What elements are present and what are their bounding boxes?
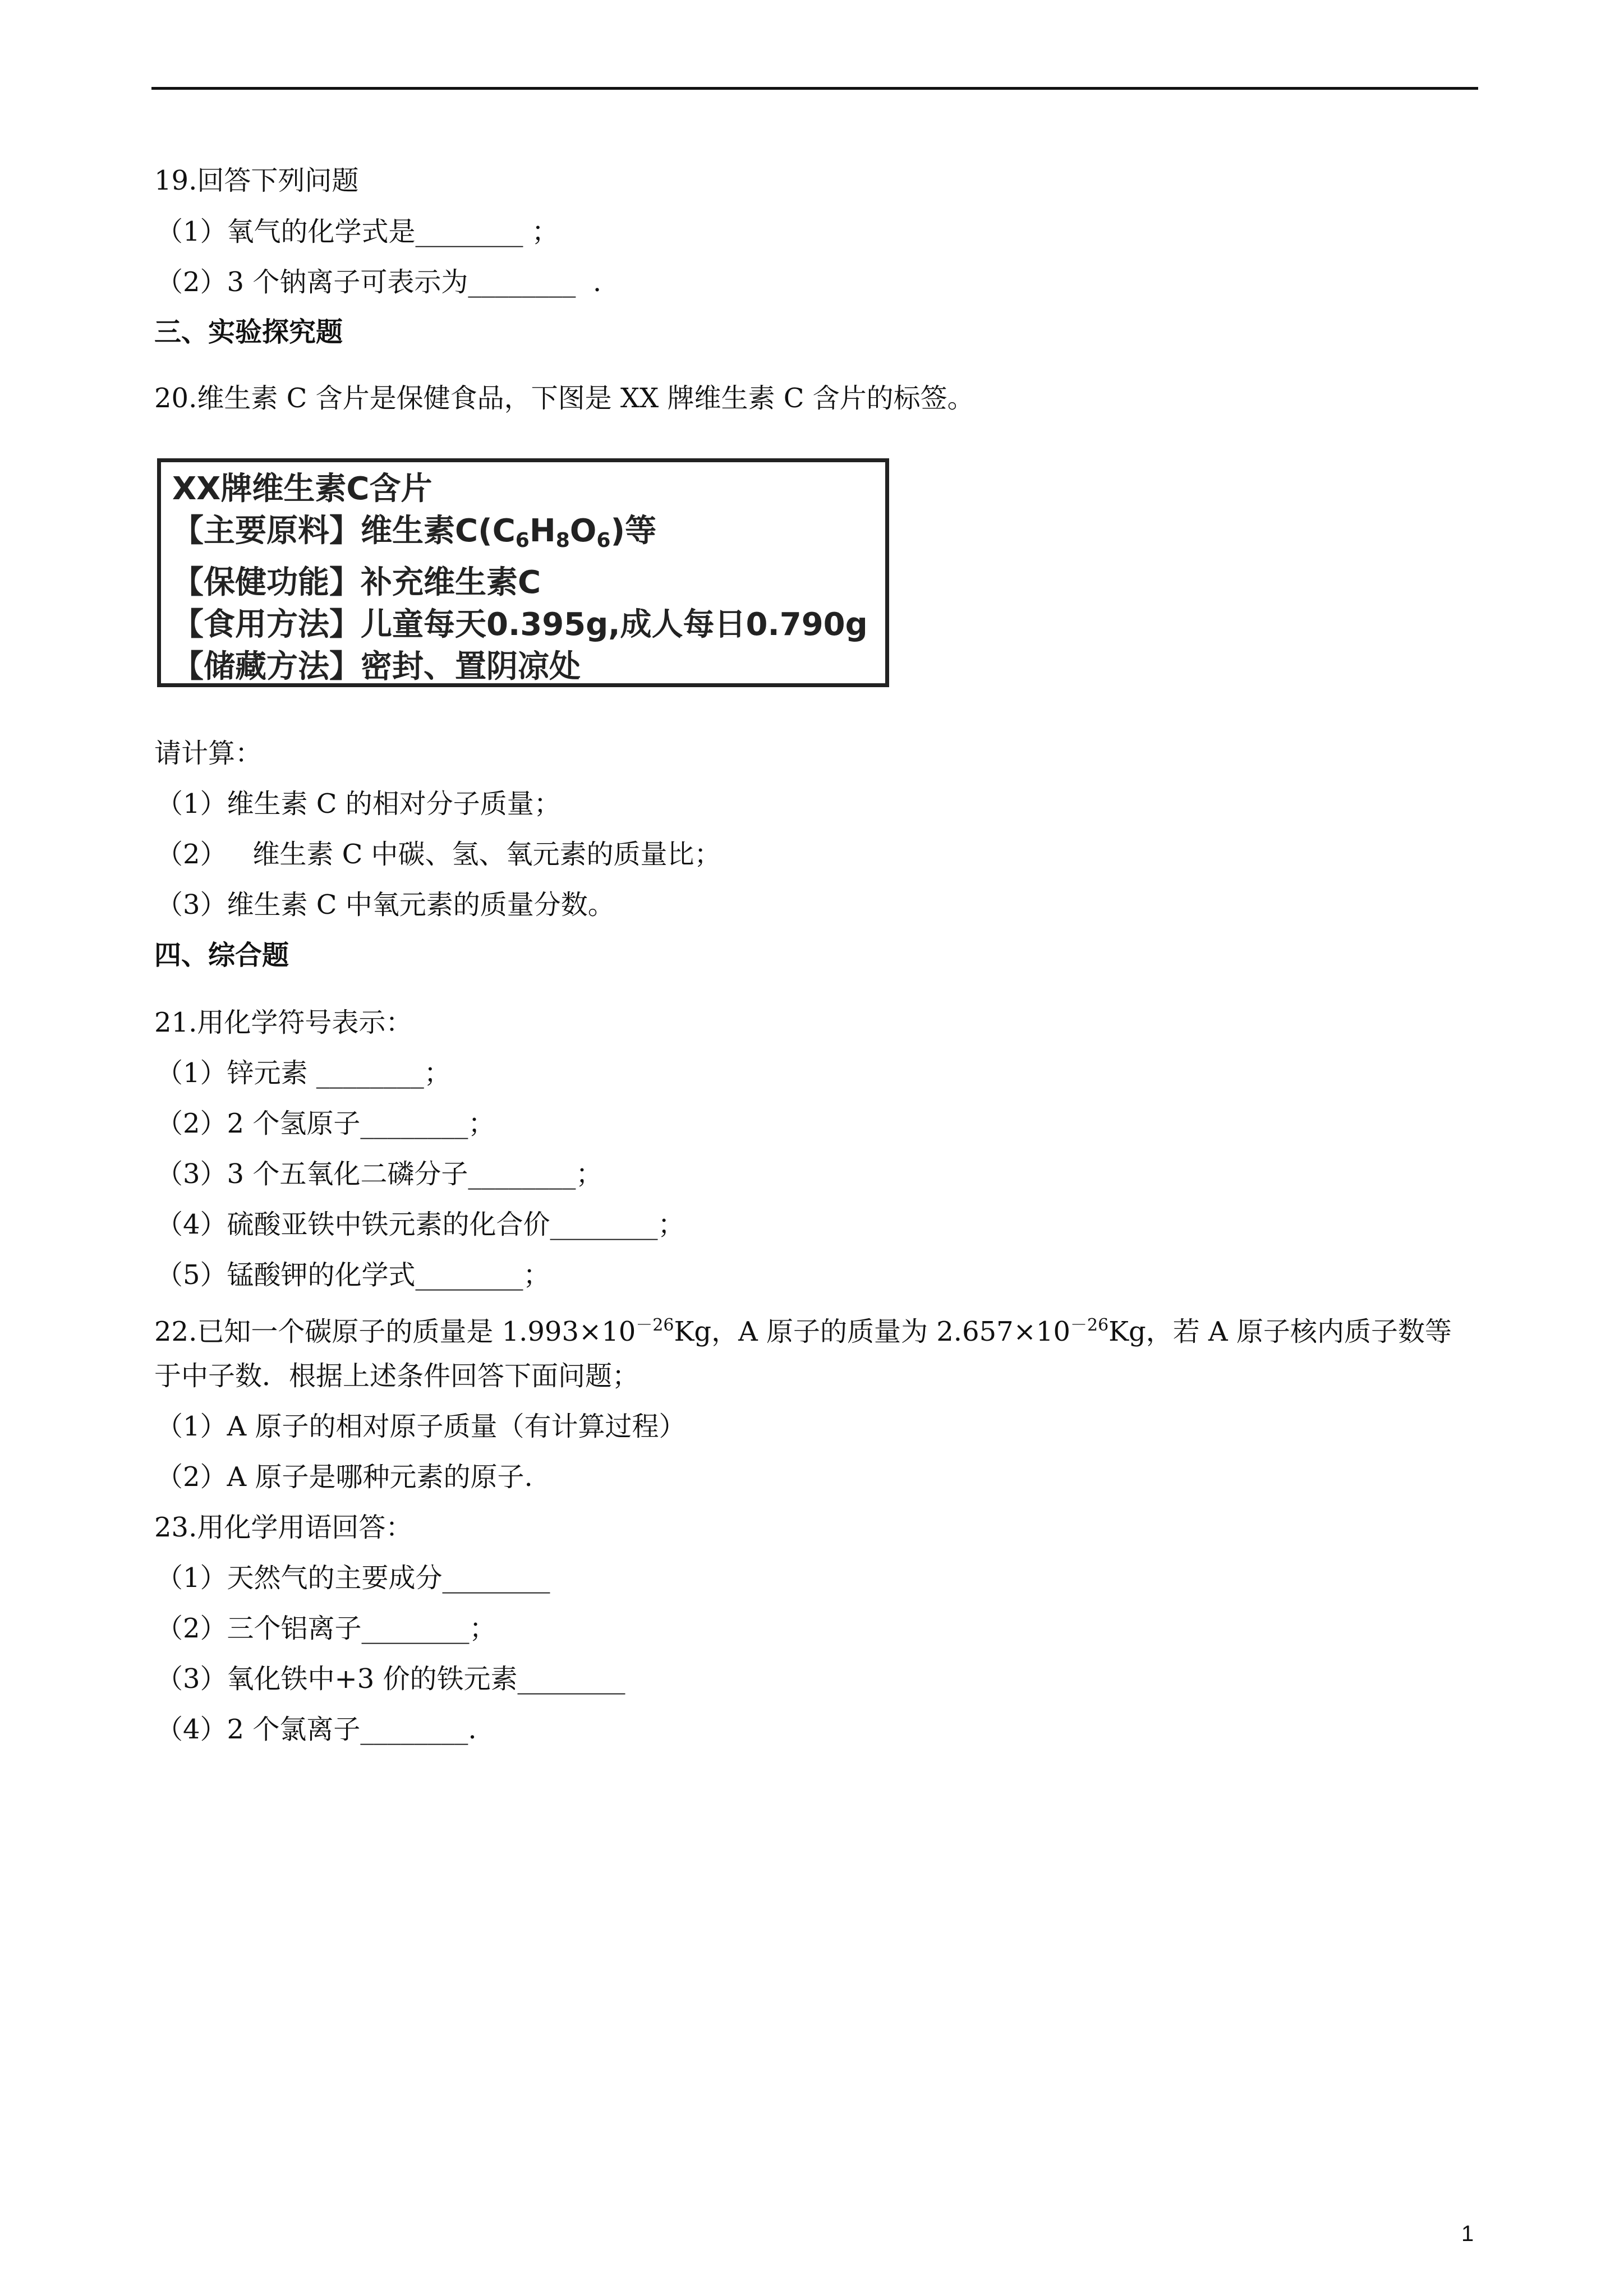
q20-part-1: （1）维生素 C 的相对分子质量； xyxy=(156,788,561,820)
q19-stem: 19.回答下列问题 xyxy=(154,165,359,196)
q23-stem: 23.用化学用语回答： xyxy=(154,1512,413,1543)
q21-part-1: （1）锌元素 ________； xyxy=(156,1057,451,1089)
vitamin-c-label-image xyxy=(157,458,889,687)
section-heading-3: 三、实验探究题 xyxy=(154,316,343,348)
q20-part-2: （2） 维生素 C 中碳、氢、氧元素的质量比； xyxy=(156,839,721,870)
q21-part-2: （2）2 个氢原子________； xyxy=(156,1108,495,1139)
q23-part-4: （4）2 个氯离子________. xyxy=(156,1714,477,1745)
q21-stem: 21.用化学符号表示： xyxy=(154,1007,413,1038)
label-ingredient: 【主要原料】维生素C(C6H8O6)等 xyxy=(172,513,657,552)
q19-part-1: （1）氧气的化学式是________ ； xyxy=(156,216,559,247)
label-title: XX牌维生素C含片 xyxy=(172,471,433,507)
q21-part-4: （4）硫酸亚铁中铁元素的化合价________； xyxy=(156,1209,685,1240)
page-number: 1 xyxy=(1461,2221,1474,2246)
q20-stem: 20.维生素 C 含片是保健食品，下图是 XX 牌维生素 C 含片的标签。 xyxy=(154,383,974,414)
q19-part-2: （2）3 个钠离子可表示为________ . xyxy=(156,266,602,298)
q21-part-3: （3）3 个五氧化二磷分子________； xyxy=(156,1158,603,1190)
q23-part-1: （1）天然气的主要成分________ xyxy=(156,1562,550,1594)
q21-part-5: （5）锰酸钾的化学式________； xyxy=(156,1259,550,1291)
label-storage: 【储藏方法】密封、置阴凉处 xyxy=(172,648,581,685)
label-usage: 【食用方法】儿童每天0.395g,成人每日0.790g xyxy=(172,606,868,643)
q22-part-1: （1）A 原子的相对原子质量（有计算过程） xyxy=(156,1411,686,1442)
q23-part-2: （2）三个铝离子________； xyxy=(156,1613,496,1644)
q23-part-3: （3）氧化铁中+3 价的铁元素________ xyxy=(156,1663,625,1695)
q22-stem-line-1: 22.已知一个碳原子的质量是 $1.993\times 10^{-26}Kg$，A 原子的质量为 $2.657\times 10^{-26}Kg$，若 A 原子核内质子数等 xyxy=(154,1315,1452,1347)
header-rule xyxy=(151,87,1478,90)
q22-stem-line-2: 于中子数．根据上述条件回答下面问题； xyxy=(154,1360,640,1392)
q20-ask: 请计算： xyxy=(154,738,263,769)
q20-part-3: （3）维生素 C 中氧元素的质量分数。 xyxy=(156,889,615,921)
q22-part-2: （2）A 原子是哪种元素的原子. xyxy=(156,1461,533,1493)
label-function: 【保健功能】补充维生素C xyxy=(172,564,541,601)
section-heading-4: 四、综合题 xyxy=(154,940,289,971)
